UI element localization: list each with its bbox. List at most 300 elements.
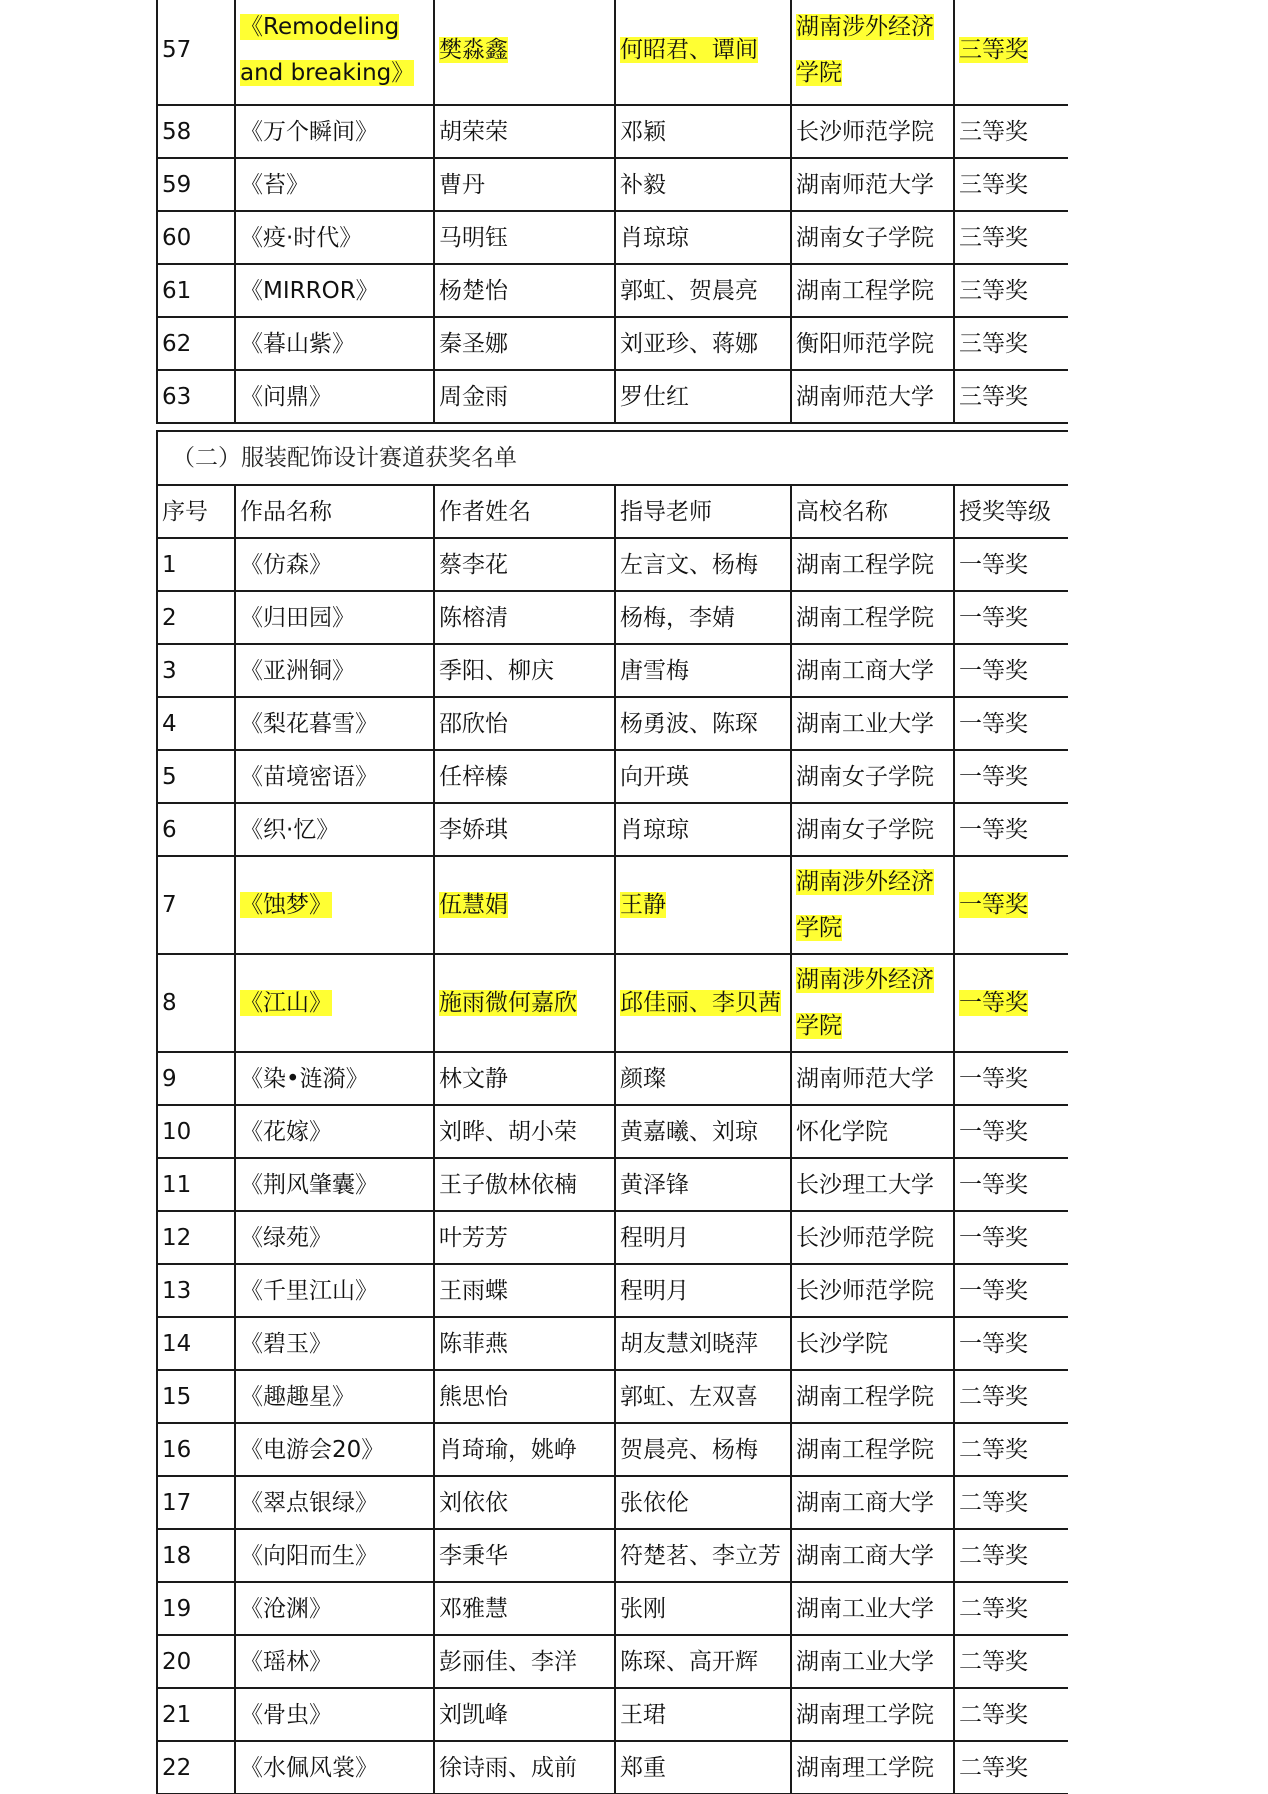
cell-work bbox=[235, 1158, 434, 1211]
cell-no bbox=[157, 158, 235, 211]
cell-school-text: 湖南理工学院 bbox=[796, 1701, 934, 1728]
cell-teacher bbox=[615, 1582, 791, 1635]
cell-award bbox=[954, 803, 1068, 856]
cell-author-text: 刘依依 bbox=[439, 1489, 508, 1516]
cell-school-text: 湖南工业大学 bbox=[796, 1648, 934, 1675]
cell-work-text: 《沧渊》 bbox=[240, 1595, 332, 1622]
cell-award bbox=[954, 1370, 1068, 1423]
cell-no-text: 7 bbox=[162, 892, 177, 918]
cell-award-text: 三等奖 bbox=[959, 224, 1028, 251]
cell-school bbox=[791, 1370, 954, 1423]
cell-work-text: 《苗境密语》 bbox=[240, 763, 378, 790]
cell-author-text: 刘凯峰 bbox=[439, 1701, 508, 1728]
cell-teacher bbox=[615, 954, 791, 1052]
cell-teacher-text: 郭虹、左双喜 bbox=[620, 1383, 758, 1410]
cell-work bbox=[235, 954, 434, 1052]
table-row bbox=[157, 1105, 1068, 1158]
cell-work bbox=[235, 1582, 434, 1635]
cell-work-text: 《染•涟漪》 bbox=[240, 1065, 369, 1092]
cell-award bbox=[954, 1529, 1068, 1582]
cell-award-text: 二等奖 bbox=[959, 1436, 1028, 1463]
cell-no-text: 22 bbox=[162, 1754, 192, 1781]
cell-school bbox=[791, 105, 954, 158]
cell-no bbox=[157, 1635, 235, 1688]
cell-teacher-text: 郑重 bbox=[620, 1754, 666, 1781]
cell-work bbox=[235, 211, 434, 264]
cell-no bbox=[157, 697, 235, 750]
cell-teacher-text: 颜璨 bbox=[620, 1065, 666, 1092]
cell-author-text: 周金雨 bbox=[439, 383, 508, 410]
cell-school bbox=[791, 1688, 954, 1741]
cell-school-text: 长沙师范学院 bbox=[796, 1224, 934, 1251]
cell-no-text: 12 bbox=[162, 1224, 192, 1251]
cell-author bbox=[434, 1476, 615, 1529]
cell-author bbox=[434, 538, 615, 591]
cell-work bbox=[235, 1105, 434, 1158]
cell-no bbox=[157, 1423, 235, 1476]
table-row bbox=[157, 1264, 1068, 1317]
cell-teacher-text: 何昭君、谭间 bbox=[620, 37, 758, 63]
cell-school-text: 湖南工程学院 bbox=[796, 1383, 934, 1410]
cell-work bbox=[235, 538, 434, 591]
table-row bbox=[157, 591, 1068, 644]
cell-award-text: 一等奖 bbox=[959, 551, 1028, 578]
cell-work-text: 《碧玉》 bbox=[240, 1330, 332, 1357]
table-row bbox=[157, 264, 1068, 317]
cell-no-text: 60 bbox=[162, 224, 192, 251]
cell-no bbox=[157, 954, 235, 1052]
cell-work-text: 《江山》 bbox=[240, 990, 332, 1016]
cell-school bbox=[791, 954, 954, 1052]
table-row bbox=[157, 1688, 1068, 1741]
cell-no bbox=[157, 1529, 235, 1582]
cell-teacher bbox=[615, 1317, 791, 1370]
cell-author-text: 徐诗雨、成前 bbox=[439, 1754, 577, 1781]
table-row bbox=[157, 750, 1068, 803]
cell-school bbox=[791, 1052, 954, 1105]
cell-teacher bbox=[615, 1635, 791, 1688]
section-a-body bbox=[157, 0, 1068, 423]
cell-award-text: 二等奖 bbox=[959, 1754, 1028, 1781]
cell-work bbox=[235, 750, 434, 803]
cell-award bbox=[954, 1476, 1068, 1529]
cell-author bbox=[434, 1158, 615, 1211]
cell-author-text: 熊思怡 bbox=[439, 1383, 508, 1410]
cell-school bbox=[791, 644, 954, 697]
cell-teacher-text: 胡友慧刘晓萍 bbox=[620, 1330, 758, 1357]
cell-school bbox=[791, 591, 954, 644]
cell-teacher bbox=[615, 538, 791, 591]
cell-no-text: 5 bbox=[162, 763, 177, 790]
table-row bbox=[157, 211, 1068, 264]
cell-work-text: 《绿苑》 bbox=[240, 1224, 332, 1251]
cell-teacher-text: 张刚 bbox=[620, 1595, 666, 1622]
table-row bbox=[157, 1370, 1068, 1423]
cell-school bbox=[791, 1741, 954, 1794]
cell-award-text: 一等奖 bbox=[959, 1171, 1028, 1198]
cell-no-text: 16 bbox=[162, 1436, 192, 1463]
table-row bbox=[157, 370, 1068, 423]
cell-award-text: 二等奖 bbox=[959, 1489, 1028, 1516]
table-row bbox=[157, 105, 1068, 158]
cell-award-text: 二等奖 bbox=[959, 1542, 1028, 1569]
cell-author bbox=[434, 370, 615, 423]
cell-work-text: 《问鼎》 bbox=[240, 383, 332, 410]
cell-teacher bbox=[615, 1741, 791, 1794]
cell-teacher bbox=[615, 1264, 791, 1317]
cell-teacher bbox=[615, 591, 791, 644]
cell-author-text: 李秉华 bbox=[439, 1542, 508, 1569]
cell-author bbox=[434, 1529, 615, 1582]
cell-author bbox=[434, 1211, 615, 1264]
cell-author bbox=[434, 644, 615, 697]
cell-award-text: 三等奖 bbox=[959, 330, 1028, 357]
cell-teacher bbox=[615, 856, 791, 954]
header-no: 序号 bbox=[157, 485, 235, 538]
cell-teacher-text: 陈琛、高开辉 bbox=[620, 1648, 758, 1675]
cell-award bbox=[954, 1688, 1068, 1741]
cell-work bbox=[235, 370, 434, 423]
cell-work-text: 《趣趣星》 bbox=[240, 1383, 355, 1410]
cell-award-text: 二等奖 bbox=[959, 1595, 1028, 1622]
table-row bbox=[157, 1158, 1068, 1211]
cell-school-text: 湖南工商大学 bbox=[796, 1542, 934, 1569]
cell-school-text: 湖南师范大学 bbox=[796, 171, 934, 198]
table-row bbox=[157, 317, 1068, 370]
cell-author bbox=[434, 264, 615, 317]
cell-work bbox=[235, 1529, 434, 1582]
cell-no bbox=[157, 856, 235, 954]
cell-work bbox=[235, 591, 434, 644]
cell-award bbox=[954, 697, 1068, 750]
cell-school-text: 长沙师范学院 bbox=[796, 118, 934, 145]
cell-school bbox=[791, 158, 954, 211]
cell-award-text: 一等奖 bbox=[959, 1277, 1028, 1304]
cell-teacher-text: 黄嘉曦、刘琼 bbox=[620, 1118, 758, 1145]
cell-work bbox=[235, 1423, 434, 1476]
cell-work bbox=[235, 1688, 434, 1741]
cell-award bbox=[954, 1105, 1068, 1158]
cell-teacher bbox=[615, 1105, 791, 1158]
header-award: 授奖等级 bbox=[954, 485, 1068, 538]
cell-school bbox=[791, 264, 954, 317]
cell-award-text: 一等奖 bbox=[959, 1118, 1028, 1145]
cell-award-text: 三等奖 bbox=[959, 118, 1028, 145]
cell-school-text: 湖南工程学院 bbox=[796, 551, 934, 578]
cell-teacher-text: 程明月 bbox=[620, 1277, 689, 1304]
cell-author bbox=[434, 317, 615, 370]
cell-teacher bbox=[615, 1476, 791, 1529]
cell-school-text: 湖南工程学院 bbox=[796, 277, 934, 304]
cell-school bbox=[791, 211, 954, 264]
cell-award bbox=[954, 317, 1068, 370]
cell-award-text: 二等奖 bbox=[959, 1383, 1028, 1410]
cell-teacher bbox=[615, 1158, 791, 1211]
cell-author-text: 杨楚怡 bbox=[439, 277, 508, 304]
cell-teacher bbox=[615, 803, 791, 856]
cell-award bbox=[954, 591, 1068, 644]
cell-school bbox=[791, 1582, 954, 1635]
cell-no bbox=[157, 211, 235, 264]
cell-no-text: 11 bbox=[162, 1171, 192, 1198]
cell-award-text: 一等奖 bbox=[959, 763, 1028, 790]
cell-work bbox=[235, 644, 434, 697]
cell-award-text: 一等奖 bbox=[959, 816, 1028, 843]
cell-school-text: 湖南工商大学 bbox=[796, 657, 934, 684]
cell-school bbox=[791, 1635, 954, 1688]
cell-author-text: 林文静 bbox=[439, 1065, 508, 1092]
cell-no-text: 57 bbox=[162, 37, 192, 63]
cell-award-text: 一等奖 bbox=[959, 1224, 1028, 1251]
cell-author-text: 叶芳芳 bbox=[439, 1224, 508, 1251]
cell-school-text: 湖南女子学院 bbox=[796, 816, 934, 843]
cell-award-text: 一等奖 bbox=[959, 1065, 1028, 1092]
document-page bbox=[156, 0, 1068, 1794]
cell-author bbox=[434, 1264, 615, 1317]
cell-school-text: 长沙师范学院 bbox=[796, 1277, 934, 1304]
cell-work-text: 《万个瞬间》 bbox=[240, 118, 378, 145]
cell-work-text: 《千里江山》 bbox=[240, 1277, 378, 1304]
cell-award bbox=[954, 1158, 1068, 1211]
cell-author-text: 季阳、柳庆 bbox=[439, 657, 554, 684]
cell-school-text: 怀化学院 bbox=[796, 1118, 888, 1145]
cell-work bbox=[235, 1052, 434, 1105]
cell-no bbox=[157, 1370, 235, 1423]
awards-table-section-b bbox=[156, 430, 1068, 1794]
table-row bbox=[157, 1423, 1068, 1476]
cell-no bbox=[157, 264, 235, 317]
header-school: 高校名称 bbox=[791, 485, 954, 538]
cell-no-text: 3 bbox=[162, 657, 177, 684]
cell-work-text: 《梨花暮雪》 bbox=[240, 710, 378, 737]
cell-teacher bbox=[615, 1370, 791, 1423]
cell-author-text: 蔡李花 bbox=[439, 551, 508, 578]
cell-work bbox=[235, 105, 434, 158]
cell-school bbox=[791, 697, 954, 750]
cell-no-text: 10 bbox=[162, 1118, 192, 1145]
table-row bbox=[157, 1741, 1068, 1794]
cell-school-text: 湖南工程学院 bbox=[796, 604, 934, 631]
cell-school bbox=[791, 1423, 954, 1476]
cell-no bbox=[157, 803, 235, 856]
cell-no bbox=[157, 370, 235, 423]
cell-author bbox=[434, 1635, 615, 1688]
cell-school-text: 长沙学院 bbox=[796, 1330, 888, 1357]
cell-author-text: 施雨微何嘉欣 bbox=[439, 990, 577, 1016]
cell-author bbox=[434, 803, 615, 856]
table-row bbox=[157, 1582, 1068, 1635]
cell-school bbox=[791, 317, 954, 370]
cell-teacher bbox=[615, 697, 791, 750]
cell-work bbox=[235, 1317, 434, 1370]
cell-no-text: 19 bbox=[162, 1595, 192, 1622]
cell-school bbox=[791, 1264, 954, 1317]
cell-award-text: 一等奖 bbox=[959, 604, 1028, 631]
cell-author bbox=[434, 211, 615, 264]
header-author: 作者姓名 bbox=[434, 485, 615, 538]
cell-no bbox=[157, 1476, 235, 1529]
cell-teacher bbox=[615, 1211, 791, 1264]
cell-work-text: 《MIRROR》 bbox=[240, 277, 379, 304]
cell-author bbox=[434, 954, 615, 1052]
cell-author bbox=[434, 697, 615, 750]
cell-no-text: 61 bbox=[162, 277, 192, 304]
cell-work-text: 《电游会20》 bbox=[240, 1436, 385, 1463]
cell-school bbox=[791, 1317, 954, 1370]
cell-no bbox=[157, 1052, 235, 1105]
cell-work bbox=[235, 803, 434, 856]
cell-work-text: 《向阳而生》 bbox=[240, 1542, 378, 1569]
cell-work-text: 《骨虫》 bbox=[240, 1701, 332, 1728]
cell-author-text: 曹丹 bbox=[439, 171, 485, 198]
cell-school-text: 湖南涉外经济学院 bbox=[796, 869, 934, 941]
header-work: 作品名称 bbox=[235, 485, 434, 538]
cell-school bbox=[791, 370, 954, 423]
cell-teacher-text: 符楚茗、李立芳 bbox=[620, 1542, 781, 1569]
table-row bbox=[157, 0, 1068, 105]
cell-award bbox=[954, 158, 1068, 211]
cell-teacher-text: 贺晨亮、杨梅 bbox=[620, 1436, 758, 1463]
cell-school bbox=[791, 803, 954, 856]
cell-teacher-text: 肖琼琼 bbox=[620, 224, 689, 251]
cell-no-text: 9 bbox=[162, 1065, 177, 1092]
cell-work bbox=[235, 0, 434, 105]
cell-award bbox=[954, 264, 1068, 317]
cell-author-text: 肖琦瑜，姚峥 bbox=[439, 1436, 577, 1463]
cell-no-text: 62 bbox=[162, 330, 192, 357]
cell-award bbox=[954, 1052, 1068, 1105]
cell-teacher-text: 黄泽锋 bbox=[620, 1171, 689, 1198]
cell-award-text: 三等奖 bbox=[959, 383, 1028, 410]
cell-teacher-text: 罗仕红 bbox=[620, 383, 689, 410]
cell-no bbox=[157, 538, 235, 591]
cell-author-text: 马明钰 bbox=[439, 224, 508, 251]
section-title: （二）服装配饰设计赛道获奖名单 bbox=[157, 431, 1068, 485]
cell-award bbox=[954, 750, 1068, 803]
cell-teacher-text: 邱佳丽、李贝茜 bbox=[620, 990, 781, 1016]
cell-no bbox=[157, 1582, 235, 1635]
cell-school bbox=[791, 1158, 954, 1211]
cell-work-text: 《荆风肇囊》 bbox=[240, 1171, 378, 1198]
cell-teacher-text: 杨梅，李婧 bbox=[620, 604, 735, 631]
cell-teacher-text: 王珺 bbox=[620, 1701, 666, 1728]
cell-no bbox=[157, 1211, 235, 1264]
cell-teacher bbox=[615, 750, 791, 803]
cell-author bbox=[434, 1052, 615, 1105]
cell-no bbox=[157, 105, 235, 158]
cell-award-text: 一等奖 bbox=[959, 710, 1028, 737]
cell-no-text: 21 bbox=[162, 1701, 192, 1728]
cell-teacher bbox=[615, 1052, 791, 1105]
cell-author-text: 彭丽佳、李洋 bbox=[439, 1648, 577, 1675]
cell-work-text: 《水佩风裳》 bbox=[240, 1754, 378, 1781]
cell-no-text: 14 bbox=[162, 1330, 192, 1357]
cell-teacher bbox=[615, 1688, 791, 1741]
cell-no-text: 15 bbox=[162, 1383, 192, 1410]
cell-award bbox=[954, 1635, 1068, 1688]
cell-no-text: 20 bbox=[162, 1648, 192, 1675]
cell-school-text: 湖南师范大学 bbox=[796, 383, 934, 410]
cell-author-text: 邵欣怡 bbox=[439, 710, 508, 737]
cell-school-text: 长沙理工大学 bbox=[796, 1171, 934, 1198]
cell-teacher-text: 补毅 bbox=[620, 171, 666, 198]
cell-teacher-text: 张依伦 bbox=[620, 1489, 689, 1516]
cell-no bbox=[157, 1158, 235, 1211]
cell-teacher-text: 左言文、杨梅 bbox=[620, 551, 758, 578]
cell-school bbox=[791, 0, 954, 105]
cell-author bbox=[434, 1105, 615, 1158]
cell-award-text: 二等奖 bbox=[959, 1701, 1028, 1728]
table-row bbox=[157, 697, 1068, 750]
cell-work bbox=[235, 697, 434, 750]
cell-teacher bbox=[615, 1529, 791, 1582]
cell-author bbox=[434, 1741, 615, 1794]
cell-teacher bbox=[615, 105, 791, 158]
cell-author-text: 王子傲林依楠 bbox=[439, 1171, 577, 1198]
cell-no-text: 1 bbox=[162, 551, 177, 578]
cell-teacher-text: 程明月 bbox=[620, 1224, 689, 1251]
cell-award bbox=[954, 1423, 1068, 1476]
cell-work bbox=[235, 856, 434, 954]
cell-school-text: 湖南工业大学 bbox=[796, 1595, 934, 1622]
cell-award-text: 一等奖 bbox=[959, 657, 1028, 684]
cell-teacher-text: 向开瑛 bbox=[620, 763, 689, 790]
table-row bbox=[157, 538, 1068, 591]
cell-work-text: 《花嫁》 bbox=[240, 1118, 332, 1145]
table-row bbox=[157, 1211, 1068, 1264]
cell-work bbox=[235, 1211, 434, 1264]
cell-author-text: 陈菲燕 bbox=[439, 1330, 508, 1357]
table-row bbox=[157, 1529, 1068, 1582]
cell-work-text: 《苔》 bbox=[240, 171, 309, 198]
cell-teacher bbox=[615, 317, 791, 370]
cell-teacher bbox=[615, 0, 791, 105]
cell-work bbox=[235, 1370, 434, 1423]
cell-teacher bbox=[615, 264, 791, 317]
cell-author bbox=[434, 105, 615, 158]
cell-author-text: 李娇琪 bbox=[439, 816, 508, 843]
cell-work-text: 《归田园》 bbox=[240, 604, 355, 631]
cell-no-text: 58 bbox=[162, 118, 192, 145]
table-row bbox=[157, 1052, 1068, 1105]
cell-work-text: 《织·忆》 bbox=[240, 816, 340, 843]
awards-table-section-a bbox=[156, 0, 1068, 424]
cell-teacher-text: 刘亚珍、蒋娜 bbox=[620, 330, 758, 357]
cell-work bbox=[235, 1635, 434, 1688]
cell-award-text: 二等奖 bbox=[959, 1648, 1028, 1675]
section-b-body bbox=[157, 431, 1068, 1794]
cell-award bbox=[954, 211, 1068, 264]
cell-author bbox=[434, 1317, 615, 1370]
cell-teacher bbox=[615, 1423, 791, 1476]
cell-work-text: 《仿森》 bbox=[240, 551, 332, 578]
cell-teacher bbox=[615, 211, 791, 264]
cell-award-text: 一等奖 bbox=[959, 892, 1028, 918]
cell-award-text: 三等奖 bbox=[959, 37, 1028, 63]
cell-author bbox=[434, 1423, 615, 1476]
cell-author-text: 陈榕清 bbox=[439, 604, 508, 631]
cell-no-text: 63 bbox=[162, 383, 192, 410]
cell-award bbox=[954, 370, 1068, 423]
cell-author-text: 伍慧娟 bbox=[439, 892, 508, 918]
table-row bbox=[157, 803, 1068, 856]
header-teacher: 指导老师 bbox=[615, 485, 791, 538]
table-row bbox=[157, 856, 1068, 954]
cell-award bbox=[954, 1582, 1068, 1635]
cell-school-text: 湖南涉外经济学院 bbox=[796, 14, 934, 86]
cell-school bbox=[791, 750, 954, 803]
cell-award-text: 三等奖 bbox=[959, 277, 1028, 304]
